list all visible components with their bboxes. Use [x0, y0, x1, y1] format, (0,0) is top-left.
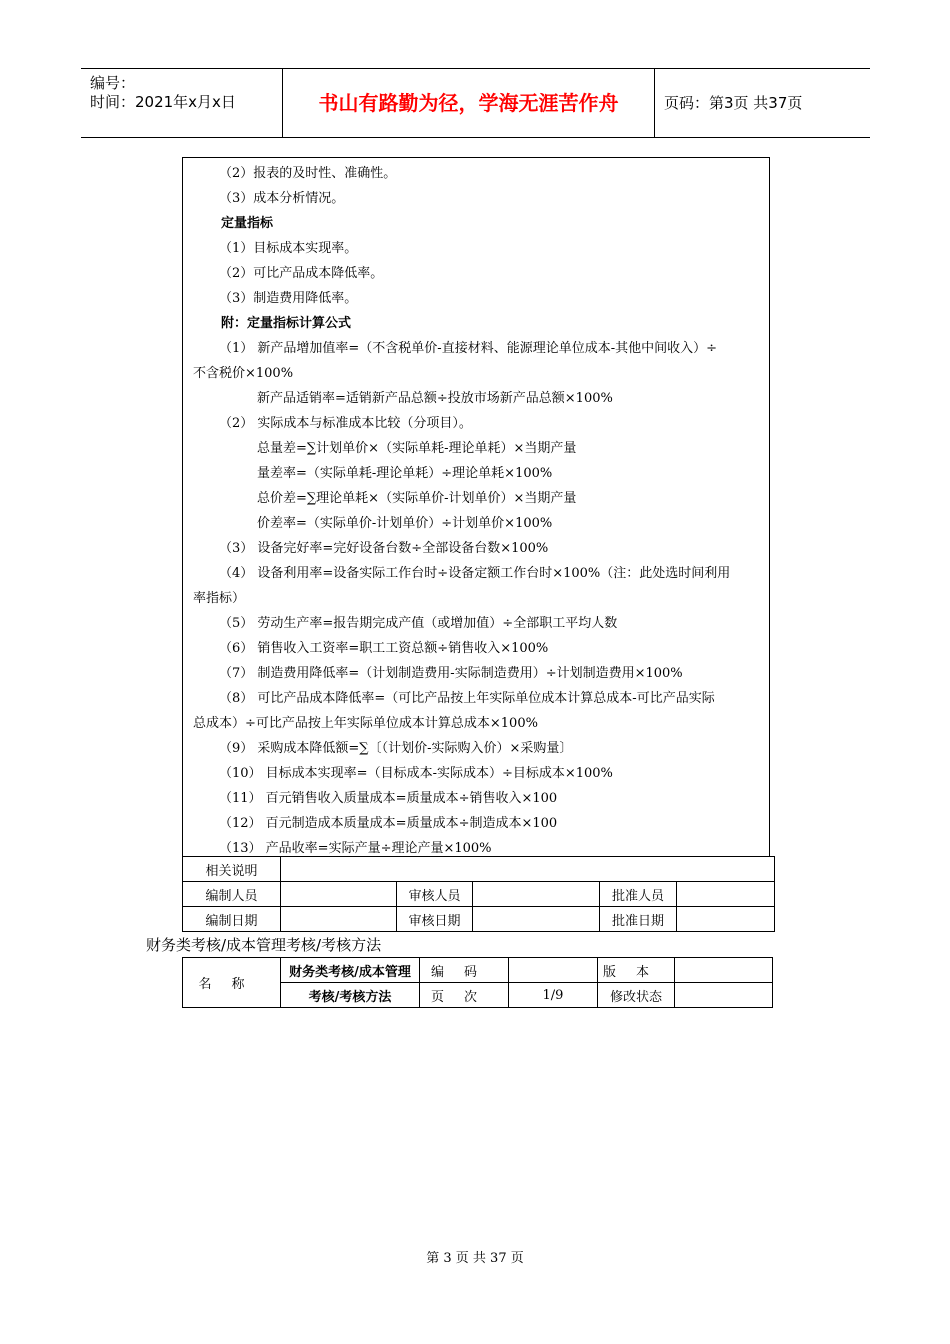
page-header [81, 68, 870, 138]
prepared-by-label: 编制人员 [183, 882, 281, 907]
content-box [182, 157, 770, 857]
content-line: 总价差=∑理论单耗×（实际单价-计划单价）×当期产量 [257, 491, 577, 506]
approved-date-label: 批准日期 [600, 907, 677, 932]
prepared-date-label: 编制日期 [183, 907, 281, 932]
prepared-date-value [281, 907, 397, 932]
table-row [183, 958, 773, 983]
section-title: 财务类考核/成本管理考核/考核方法 [146, 936, 382, 954]
content-line: （3）成本分析情况。 [219, 191, 345, 206]
content-line: （11） 百元销售收入质量成本=质量成本÷销售收入×100 [219, 791, 558, 806]
approved-by-label: 批准人员 [600, 882, 677, 907]
prepared-by-value [281, 882, 397, 907]
content-line: 价差率=（实际单价-计划单价）÷计划单价×100% [257, 516, 553, 531]
approved-by-value [677, 882, 775, 907]
code-label: 编码 [420, 958, 509, 983]
content-line: 不含税价×100% [193, 366, 294, 381]
content-line: 率指标） [193, 591, 246, 606]
motto: 书山有路勤为径，学海无涯苦作舟 [283, 69, 655, 137]
reviewed-by-value [473, 882, 600, 907]
content-line: （10） 目标成本实现率=（目标成本-实际成本）÷目标成本×100% [219, 766, 613, 781]
related-label: 相关说明 [183, 857, 281, 882]
version-label: 版本 [598, 958, 675, 983]
table-row [183, 857, 775, 882]
code-label: 编号： [90, 74, 136, 92]
content-line: （9） 采购成本降低额=∑〔（计划价-实际购入价）×采购量〕 [219, 741, 573, 756]
approved-date-value [677, 907, 775, 932]
signoff-table [182, 856, 775, 932]
page-footer: 第 3 页 共 37 页 [426, 1251, 524, 1266]
doc-meta-table [182, 957, 773, 1008]
version-value [675, 958, 773, 983]
reviewed-by-label: 审核人员 [397, 882, 473, 907]
content-line: （4） 设备利用率=设备实际工作台时÷设备定额工作台时×100%（注：此处选时间利用 [219, 566, 731, 581]
header-meta [81, 69, 283, 137]
page-value: 1/9 [509, 983, 598, 1008]
table-row [183, 882, 775, 907]
date-label: 时间：2021年x月x日 [90, 93, 236, 111]
content-line: （7） 制造费用降低率=（计划制造费用-实际制造费用）÷计划制造费用×100% [219, 666, 683, 681]
content-line: （3）制造费用降低率。 [219, 291, 358, 306]
page-label: 页次 [420, 983, 509, 1008]
code-value [509, 958, 598, 983]
revision-value [675, 983, 773, 1008]
content-line: （2）报表的及时性、准确性。 [219, 166, 397, 181]
revision-label: 修改状态 [598, 983, 675, 1008]
content-line: （12） 百元制造成本质量成本=质量成本÷制造成本×100 [219, 816, 558, 831]
content-line: 总量差=∑计划单价×（实际单耗-理论单耗）×当期产量 [257, 441, 577, 456]
name-line-2: 考核/考核方法 [281, 983, 420, 1008]
content-line: （13） 产品收率=实际产量÷理论产量×100% [219, 841, 492, 856]
related-value [281, 857, 775, 882]
content-line: （6） 销售收入工资率=职工工资总额÷销售收入×100% [219, 641, 549, 656]
content-line: （2）可比产品成本降低率。 [219, 266, 384, 281]
name-label: 名称 [183, 958, 281, 1008]
content-line: 新产品适销率=适销新产品总额÷投放市场新产品总额×100% [257, 391, 613, 406]
page-info: 页码：第3页 共37页 [664, 94, 803, 112]
reviewed-date-value [473, 907, 600, 932]
subheading: 附：定量指标计算公式 [221, 316, 352, 331]
content-line: （5） 劳动生产率=报告期完成产值（或增加值）÷全部职工平均人数 [219, 616, 618, 631]
table-row [183, 907, 775, 932]
reviewed-date-label: 审核日期 [397, 907, 473, 932]
content-line: （1）目标成本实现率。 [219, 241, 358, 256]
content-line: 量差率=（实际单耗-理论单耗）÷理论单耗×100% [257, 466, 553, 481]
content-line: （1） 新产品增加值率=（不含税单价-直接材料、能源理论单位成本-其他中间收入）÷ [219, 341, 717, 356]
content-line: （2） 实际成本与标准成本比较（分项目）。 [219, 416, 472, 431]
content-line: （8） 可比产品成本降低率=（可比产品按上年实际单位成本计算总成本-可比产品实际 [219, 691, 715, 706]
subheading: 定量指标 [221, 216, 274, 231]
content-line: （3） 设备完好率=完好设备台数÷全部设备台数×100% [219, 541, 549, 556]
content-line: 总成本）÷可比产品按上年实际单位成本计算总成本×100% [193, 716, 538, 731]
name-line-1: 财务类考核/成本管理 [281, 958, 420, 983]
